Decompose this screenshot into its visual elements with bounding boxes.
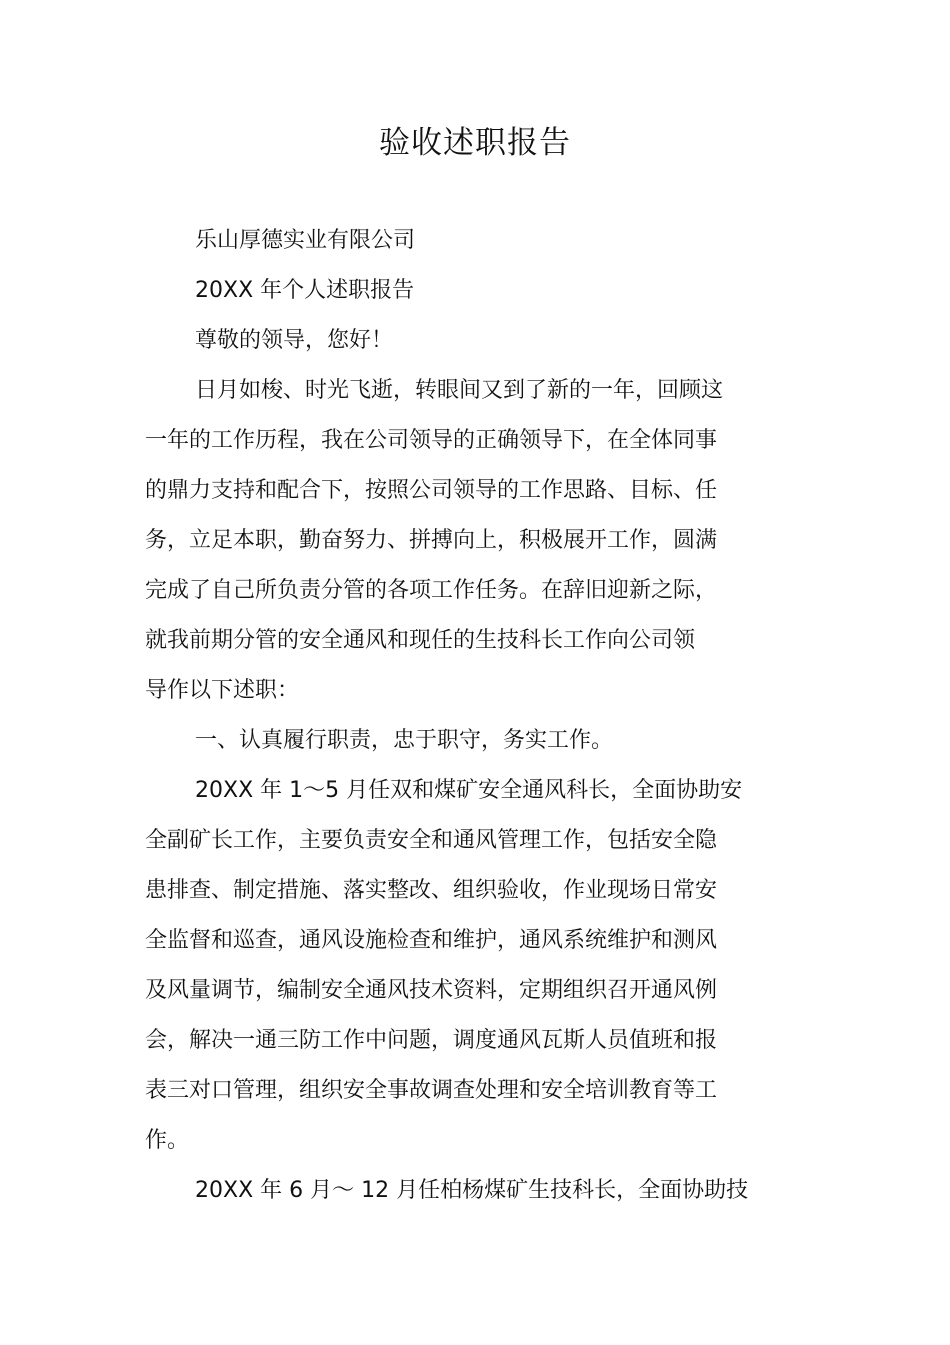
body-line: 全副矿长工作，主要负责安全和通风管理工作，包括安全隐: [145, 828, 718, 853]
body-line: 20XX 年 1～5 月任双和煤矿安全通风科长，全面协助安: [195, 778, 743, 803]
body-line: 完成了自己所负责分管的各项工作任务。在辞旧迎新之际，: [145, 578, 718, 603]
body-line: 就我前期分管的安全通风和现任的生技科长工作向公司领: [145, 628, 696, 653]
body-line: 全监督和巡查，通风设施检查和维护，通风系统维护和测风: [145, 928, 718, 953]
body-line: 一年的工作历程，我在公司领导的正确领导下，在全体同事: [145, 428, 718, 453]
body-line: 务，立足本职，勤奋努力、拼搏向上，积极展开工作，圆满: [145, 528, 718, 553]
body-line: 20XX 年 6 月～ 12 月任柏杨煤矿生技科长，全面协助技: [195, 1178, 749, 1203]
body-line: 患排查、制定措施、落实整改、组织验收，作业现场日常安: [145, 878, 718, 903]
body-line: 导作以下述职：: [145, 678, 300, 703]
salutation: 尊敬的领导，您好！: [195, 328, 394, 353]
body-line: 及风量调节，编制安全通风技术资料，定期组织召开通风例: [145, 978, 718, 1003]
section-heading: 一、认真履行职责，忠于职守，务实工作。: [195, 728, 614, 753]
report-subtitle: 20XX 年个人述职报告: [195, 278, 415, 303]
body-line: 的鼎力支持和配合下，按照公司领导的工作思路、目标、任: [145, 478, 718, 503]
body-line: 会，解决一通三防工作中问题，调度通风瓦斯人员值班和报: [145, 1028, 718, 1053]
company-name: 乐山厚德实业有限公司: [195, 228, 416, 253]
body-line: 作。: [145, 1128, 190, 1153]
body-line: 日月如梭、时光飞逝，转眼间又到了新的一年，回顾这: [195, 378, 724, 403]
document-title: 验收述职报告: [379, 125, 571, 161]
body-line: 表三对口管理，组织安全事故调查处理和安全培训教育等工: [145, 1078, 718, 1103]
